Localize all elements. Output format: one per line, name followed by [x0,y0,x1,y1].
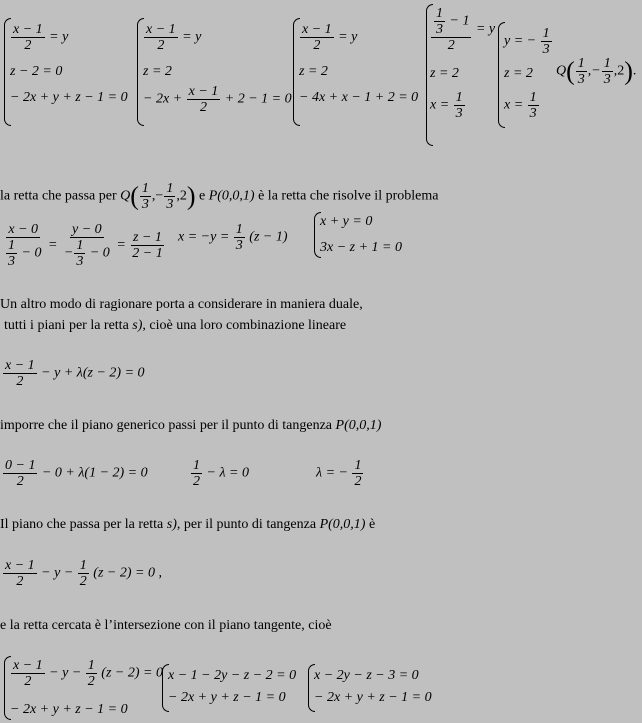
paragraph: e la retta cercata è l’intersezione con il piano tangente, cioè [0,618,332,633]
equation: x + y = 0 [320,214,373,229]
paragraph: tutti i piani per la retta s), cioè una loro combinazione lineare [4,318,347,333]
equation: $\frac{x - 1}{2}$ − y − $\frac{1}{2}$ (z − 2) = 0 [13,658,163,689]
paragraph: Un altro modo di ragionare porta a considerare in maniera duale, [0,297,363,312]
frac: $\frac{x - 1}{2}$ = y [146,22,202,53]
equation: $\frac{0 - 1}{2}$ − 0 + λ(1 − 2) = 0 [5,458,148,489]
equation: x − 1 − 2y − z − 2 = 0 [168,668,297,683]
plane-equation: $\frac{x - 1}{2}$ − y − $\frac{1}{2}$ (z − 2) = 0 , [5,558,162,589]
frac: $\frac{x - 1}{2}$ = y [302,22,358,53]
pencil-equation: $\frac{x - 1}{2}$ − y + λ(z − 2) = 0 [5,358,145,389]
paragraph: Il piano che passa per la retta s), per il punto di tangenza P(0,0,1) è [0,517,376,532]
equation: − 2x + $\frac{x - 1}{2}$ + 2 − 1 = 0 [143,84,292,115]
equation: y = − $\frac{1}{3}$ [504,26,550,57]
equation: z = 2 [143,64,172,79]
equation: z = 2 [430,66,459,81]
equation: x = $\frac{1}{3}$ [430,90,463,121]
paragraph: imporre che il piano generico passi per il punto di tangenza P(0,0,1) [0,418,382,433]
equation: 3x − z + 1 = 0 [320,240,403,255]
equation: − 2x + y + z − 1 = 0 [10,702,128,717]
point-q: Q( $\frac{1}{3}$ ,− $\frac{1}{3}$ ,2). [556,56,637,87]
line-equation: x − 0 $\frac{1}{3}$ − 0 = y − 0 − $\frac{1}{3}$ − 0 = $\frac{z - 1}{2 - 1}$ [8,222,163,269]
line-equation-mid: x = −y = $\frac{1}{3}$ (z − 1) [178,222,288,253]
equation: x − 2y − z − 3 = 0 [314,668,419,683]
equation: z − 2 = 0 [10,64,63,79]
text-line: la retta che passa per Q( $\frac{1}{3}$ ,− $\frac{1}{3}$ ,2) e P(0,0,1) è la retta che risolve il problema [0,181,439,212]
equation: x = $\frac{1}{3}$ [504,90,537,121]
equation: − 2x + y + z − 1 = 0 [314,690,432,705]
frac: $\frac{1}{3}$ − 1 2 = y [430,6,495,53]
equation: $\frac{1}{2}$ − λ = 0 [193,458,249,489]
equation: λ = − $\frac{1}{2}$ [316,458,362,489]
equation: z = 2 [504,66,533,81]
equation: − 4x + x − 1 + 2 = 0 [299,90,419,105]
frac: $\frac{x - 1}{2}$ = y [13,22,69,53]
equation: − 2x + y + z − 1 = 0 [168,690,286,705]
equation: − 2x + y + z − 1 = 0 [10,90,128,105]
equation: z = 2 [299,64,328,79]
